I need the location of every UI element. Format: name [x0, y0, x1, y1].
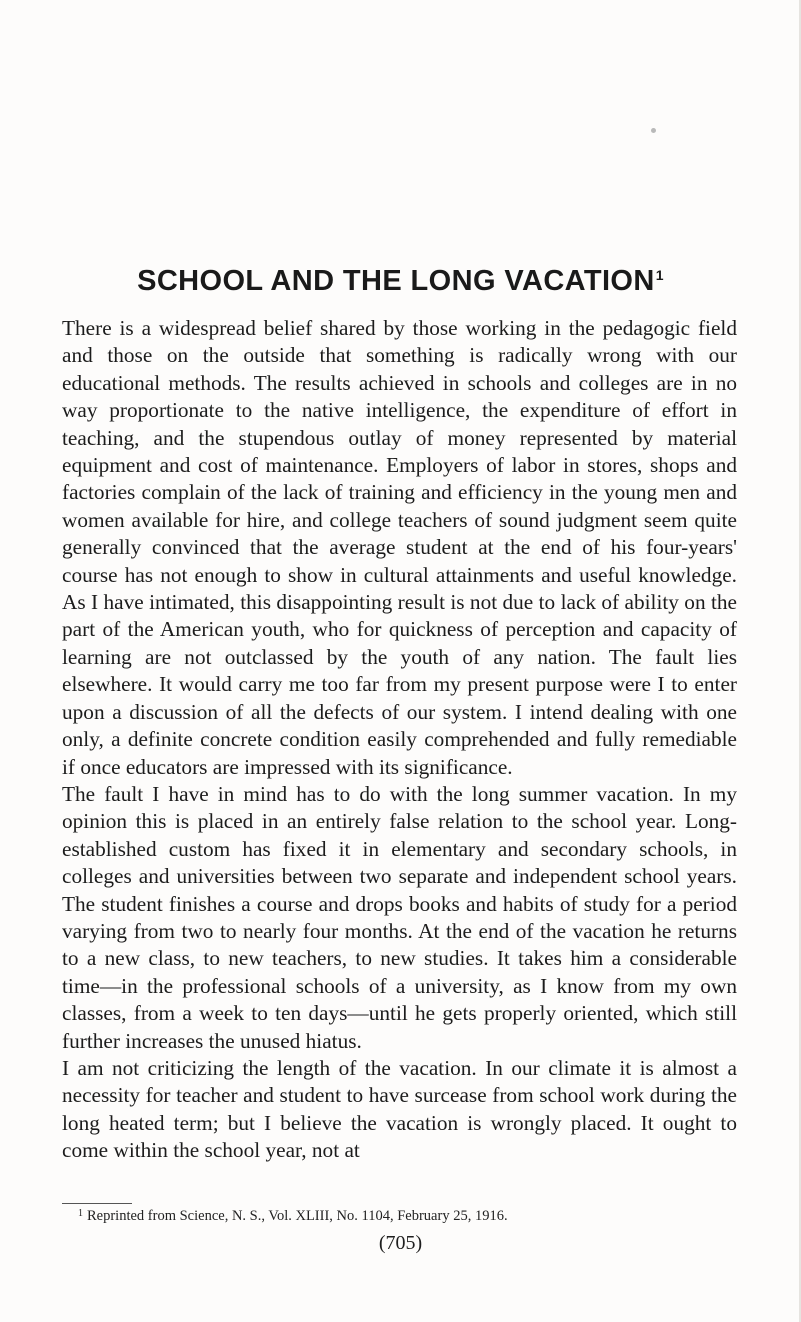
page-number: (705)	[378, 1232, 423, 1254]
title-text: SCHOOL AND THE LONG VACATION	[137, 265, 655, 298]
footnote-text: Reprinted from Science, N. S., Vol. XLIII, No. 1104, February 25, 1916.	[87, 1208, 508, 1224]
paragraph-2: The fault I have in mind has to do with the long summer vacation. In my opinion this is placed in an entirely false relation to the school year. Long-established custom has fixed it in elementary and secondary schools, in colleges and universities between two separate and independent school years. The student finishes a course and drops books and habits of study for a period varying from two to nearly four months. At the end of the vacation he returns to a new class, to new teachers, to new studies. It takes him a considerable time—in the professional schools of a university, as I know from my own classes, from a week to ten days—until he gets properly oriented, which still further increases the unused hiatus.	[62, 781, 737, 1053]
print-speck	[651, 128, 656, 133]
footnote-rule	[62, 1203, 132, 1204]
paragraph-1: There is a widespread belief shared by those working in the pedagogic field and those on the outside that something is radically wrong with our educational methods. The results achieved in schools and colleges are in no way proportionate to the native intelligence, the expenditure of effort in teaching, and the stupendous outlay of money represented by material equipment and cost of maintenance. Employers of labor in stores, shops and factories complain of the lack of training and efficiency in the young men and women available for hire, and college teachers of sound judgment seem quite generally convinced that the average student at the end of his four-years' course has not enough to show in cultural attainments and useful knowledge. As I have intimated, this disappointing result is not due to lack of ability on the part of the American youth, who for quickness of perception and capacity of learning are not outclassed by the youth of any nation. The fault lies elsewhere. It would carry me too far from my present purpose were I to enter upon a discussion of all the defects of our system. I intend dealing with one only, a definite concrete condition easily comprehended and fully remediable if once educators are impressed with its significance.	[62, 316, 737, 779]
article-body	[62, 315, 737, 1165]
paragraph-3: I am not criticizing the length of the vacation. In our climate it is almost a necessity for teacher and student to have surcease from school work during the long heated term; but I believe the vacation is wrongly placed. It ought to come within the school year, not at	[62, 1055, 737, 1163]
page-title	[0, 265, 801, 298]
footnote-marker: 1	[78, 1208, 83, 1219]
title-footnote-marker: 1	[655, 267, 664, 284]
footnote	[78, 1208, 508, 1225]
